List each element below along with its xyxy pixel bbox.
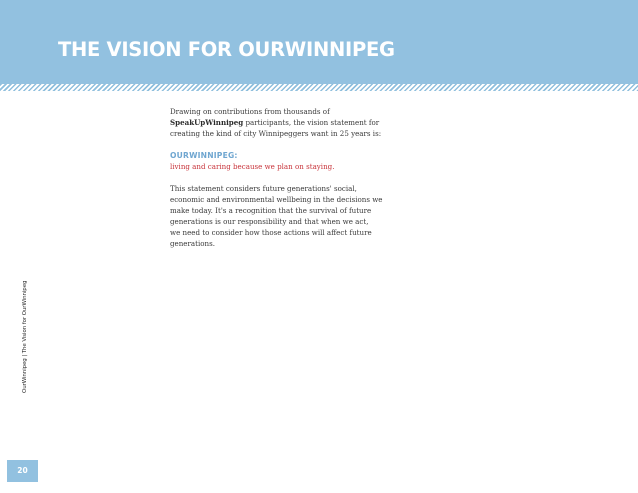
header-stripe-divider <box>0 84 638 91</box>
vision-statement: living and caring because we plan on staying. <box>170 162 335 171</box>
left-margin <box>0 91 38 493</box>
page-title: THE VISION FOR OURWINNIPEG <box>58 38 395 61</box>
vision-heading: OURWINNIPEG: <box>170 151 238 160</box>
intro-paragraph <box>170 106 402 139</box>
intro-line: creating the kind of city Winnipeggers want in 25 years is: <box>170 129 382 138</box>
speakup-winnipeg-name: SpeakUpWinnipeg <box>170 118 244 127</box>
paragraph-line: economic and environmental wellbeing in the decisions we <box>170 195 383 204</box>
side-running-head: OurWinnipeg | The Vision for OurWinnipeg <box>22 280 28 393</box>
paragraph-line: generations is our responsibility and that when we act, <box>170 217 369 226</box>
statement-paragraph <box>170 183 402 249</box>
intro-line: Drawing on contributions from thousands of <box>170 107 330 116</box>
page-number: 20 <box>17 466 28 475</box>
paragraph-line: generations. <box>170 239 215 248</box>
paragraph-line: This statement considers future generations' social, <box>170 184 357 193</box>
intro-line-rest: participants, the vision statement for <box>243 118 380 127</box>
body-copy <box>170 106 402 249</box>
paragraph-line: make today. It's a recognition that the survival of future <box>170 206 372 215</box>
page-number-box <box>7 460 38 482</box>
paragraph-line: we need to consider how those actions will affect future <box>170 228 372 237</box>
intro-line <box>170 117 402 128</box>
